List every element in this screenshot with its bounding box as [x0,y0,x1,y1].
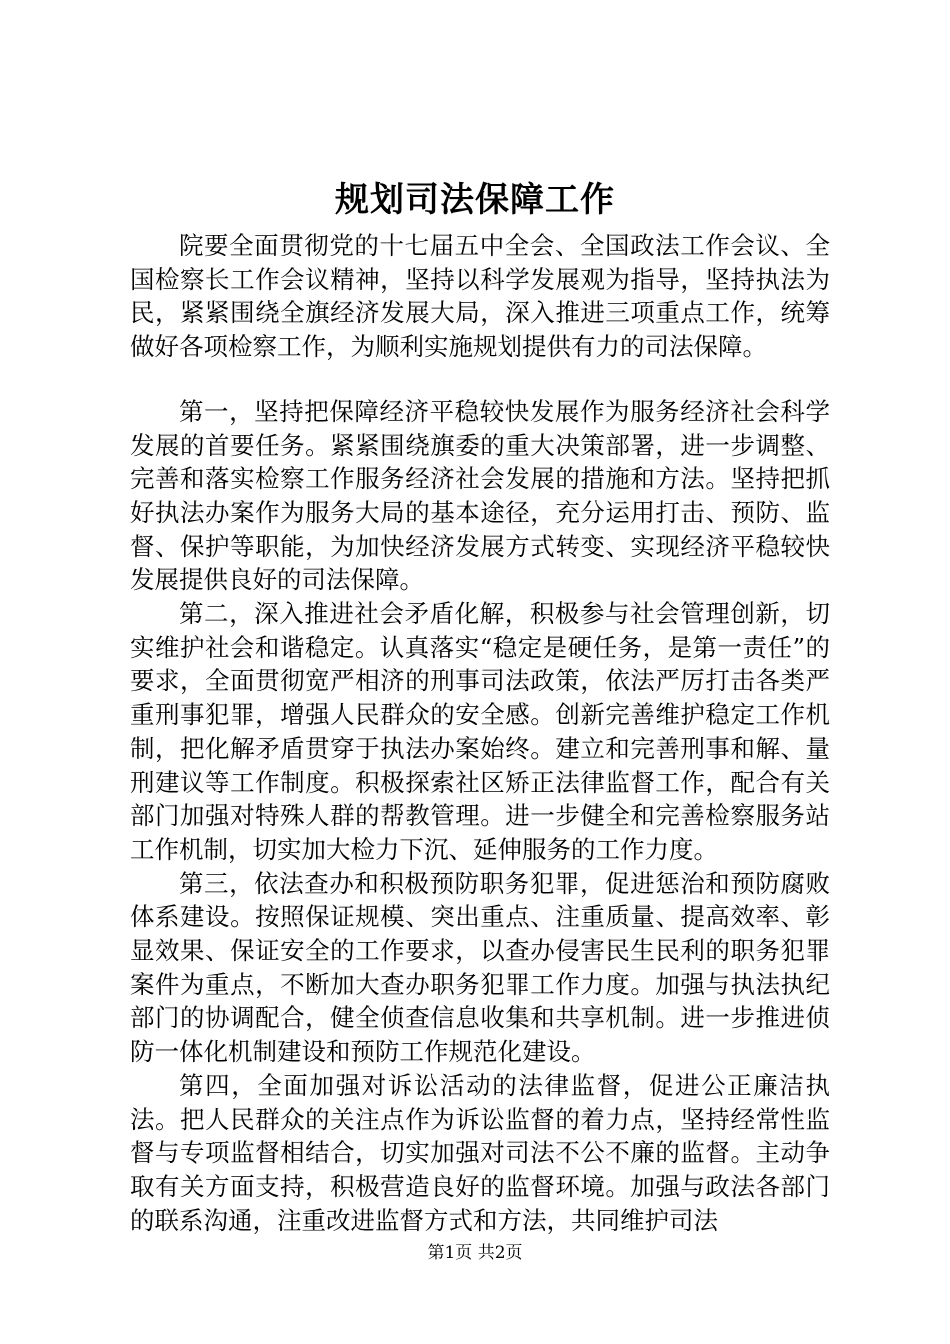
document-body [130,229,830,1237]
paragraph-first: 第一，坚持把保障经济平稳较快发展作为服务经济社会科学发展的首要任务。紧紧围绕旗委的重大决策部署，进一步调整、完善和落实检察工作服务经济社会发展的措施和方法。坚持把抓好执法办案作为服务大局的基本途径，充分运用打击、预防、监督、保护等职能，为加快经济发展方式转变、实现经济平稳较快发展提供良好的司法保障。 [130,396,830,595]
paragraph-fourth: 第四，全面加强对诉讼活动的法律监督，促进公正廉洁执法。把人民群众的关注点作为诉讼监督的着力点，坚持经常性监督与专项监督相结合，切实加强对司法不公不廉的监督。主动争取有关方面支持，积极营造良好的监督环境。加强与政法各部门的联系沟通，注重改进监督方式和方法，共同维护司法 [130,1070,830,1235]
paragraph-third: 第三，依法查办和积极预防职务犯罪，促进惩治和预防腐败体系建设。按照保证规模、突出重点、注重质量、提高效率、彰显效果、保证安全的工作要求，以查办侵害民生民利的职务犯罪案件为重点，不断加大查办职务犯罪工作力度。加强与执法执纪部门的协调配合，健全侦查信息收集和共享机制。进一步推进侦防一体化机制建设和预防工作规范化建设。 [130,868,830,1067]
page-title: 规划司法保障工作 [335,180,615,220]
paragraph-intro: 院要全面贯彻党的十七届五中全会、全国政法工作会议、全国检察长工作会议精神，坚持以科学发展观为指导，坚持执法为民，紧紧围绕全旗经济发展大局，深入推进三项重点工作，统筹做好各项检察工作，为顺利实施规划提供有力的司法保障。 [130,231,830,362]
page-number-footer: 第1页 共2页 [427,1243,523,1263]
paragraph-second: 第二，深入推进社会矛盾化解，积极参与社会管理创新，切实维护社会和谐稳定。认真落实“稳定是硬任务，是第一责任”的要求，全面贯彻宽严相济的刑事司法政策，依法严厉打击各类严重刑事犯罪，增强人民群众的安全感。创新完善维护稳定工作机制，把化解矛盾贯穿于执法办案始终。建立和完善刑事和解、量刑建议等工作制度。积极探索社区矫正法律监督工作，配合有关部门加强对特殊人群的帮教管理。进一步健全和完善检察服务站工作机制，切实加大检力下沉、延伸服务的工作力度。 [130,599,830,864]
